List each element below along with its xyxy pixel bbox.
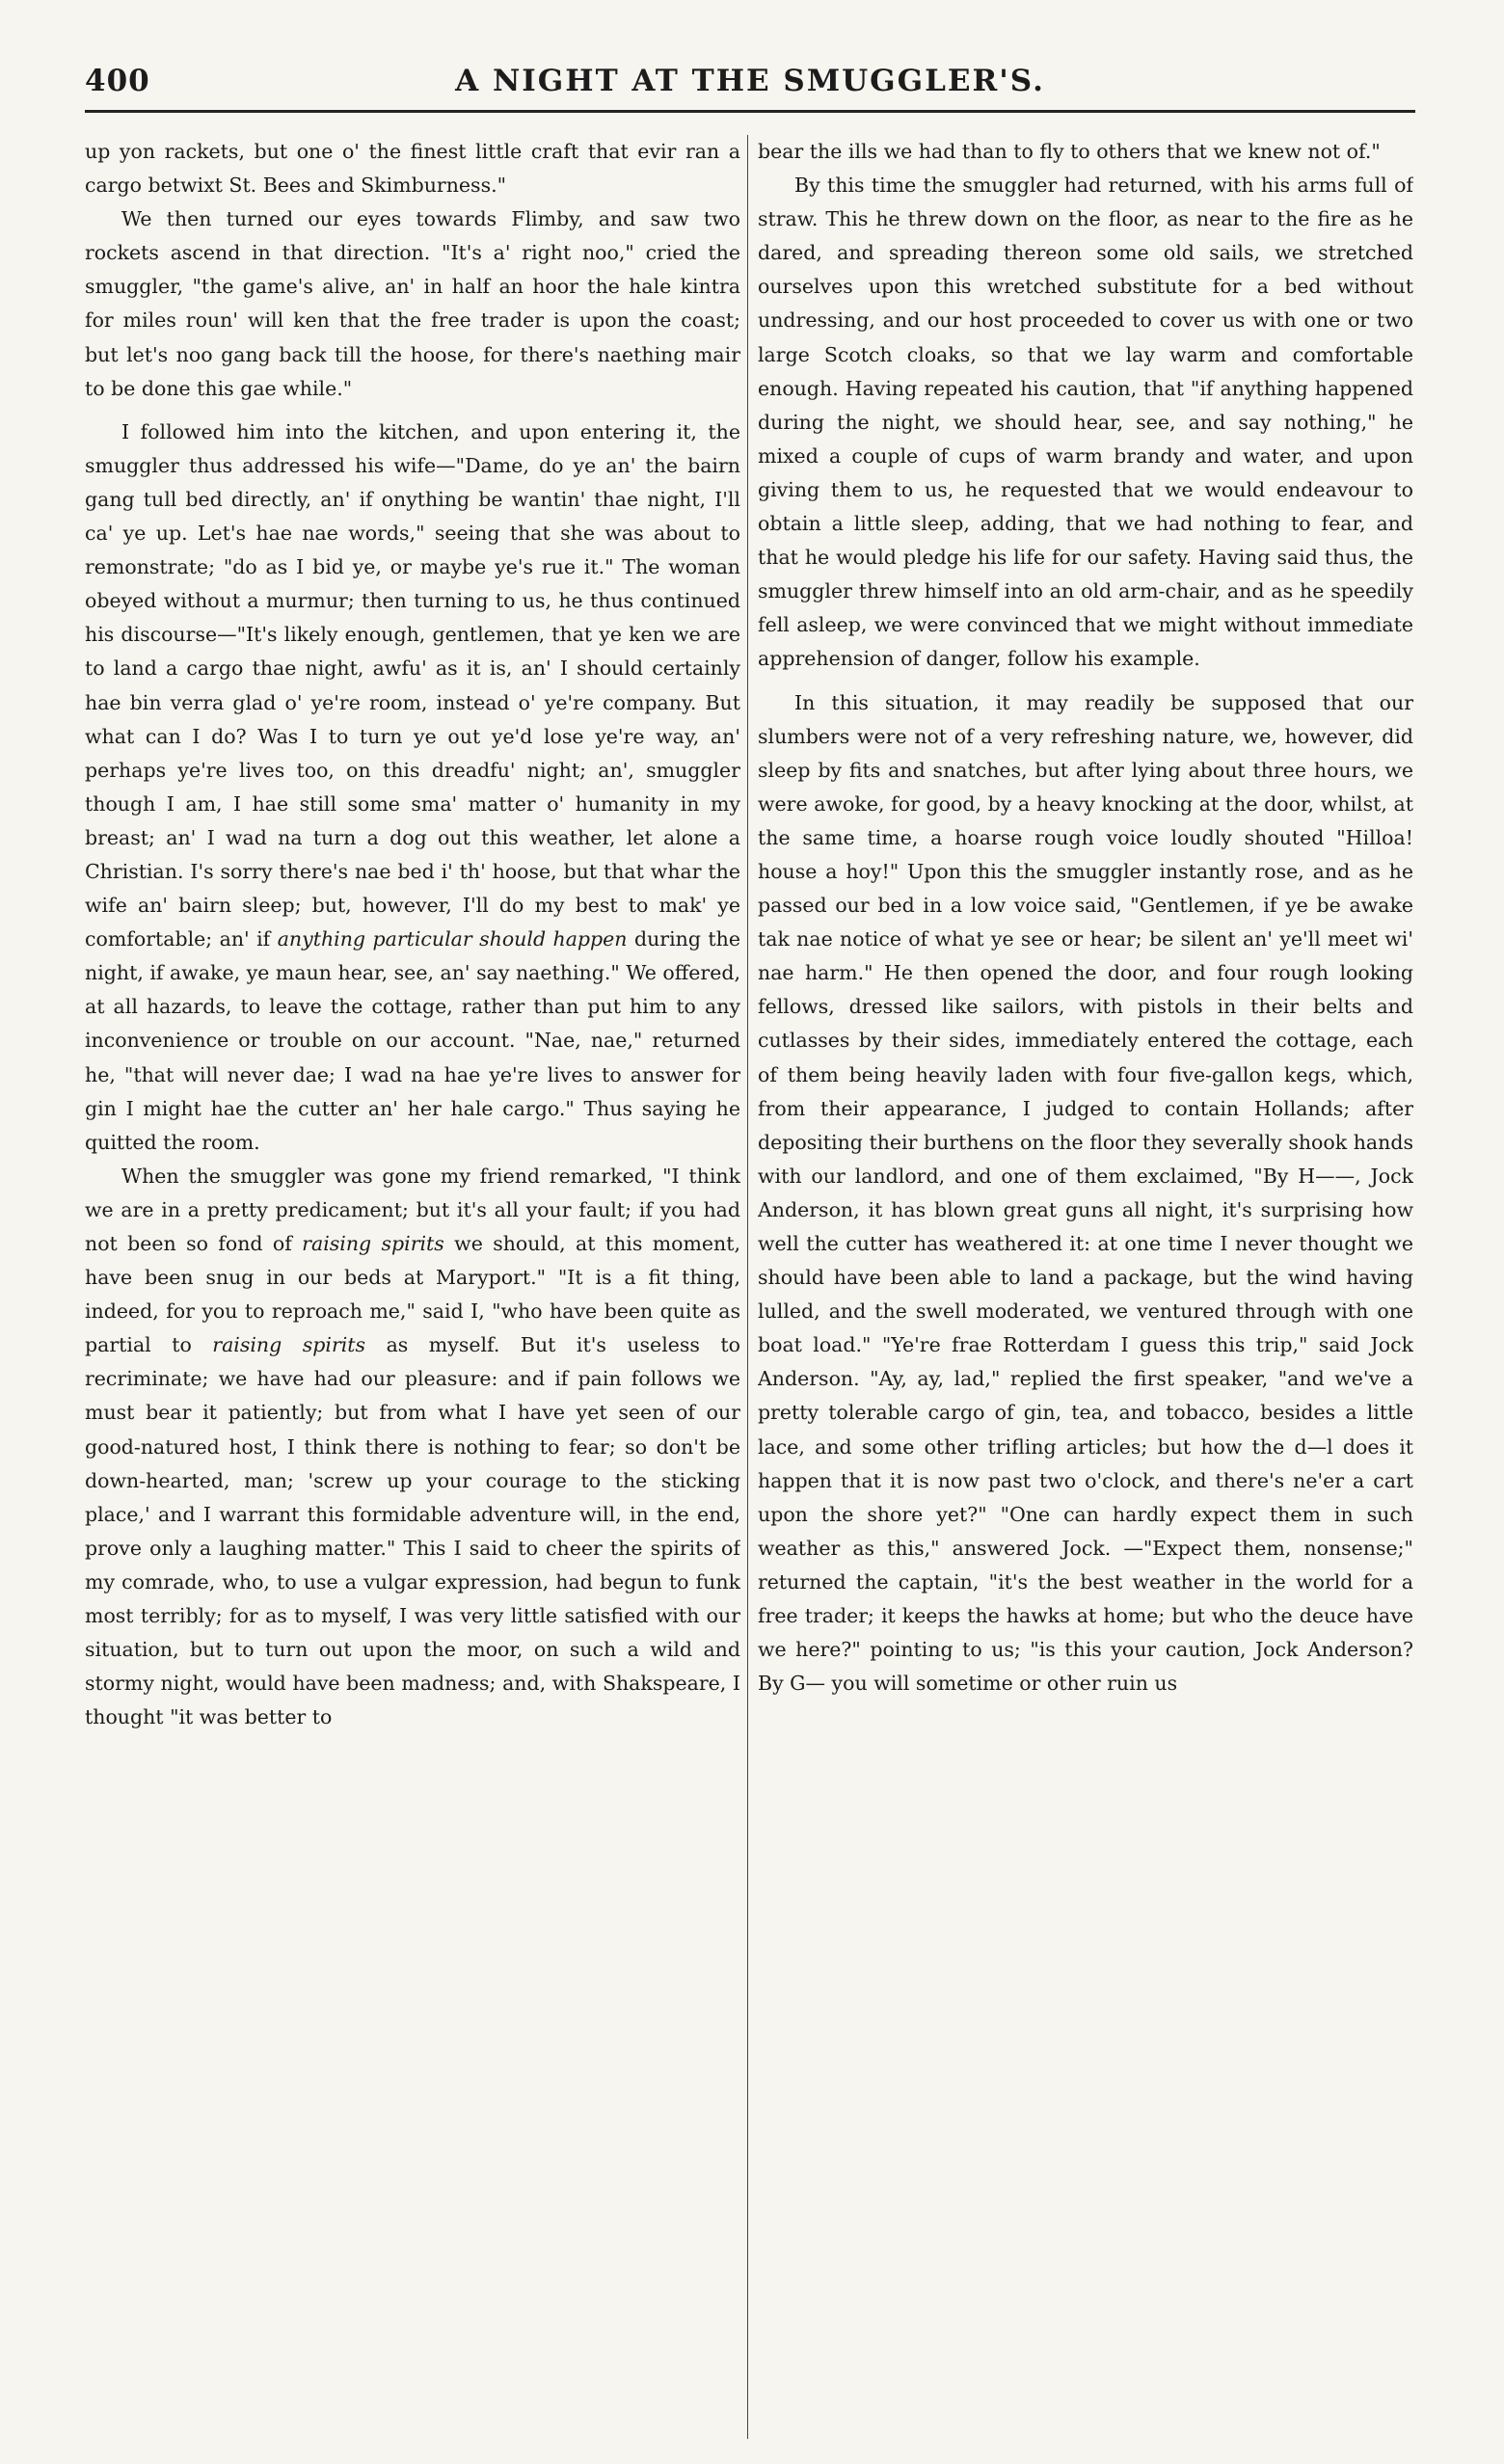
text-run: as myself. But it's useless to recriminate; we have had our pleasure: and if pain follows we must bear it patiently; but from what I have yet seen of our good-natured host, I think there is nothing to fear; so don't be down-hearted, man; 'screw up your courage to the sticking place,' and I warrant this formidable adventure will, in the end, prove only a laughing matter." This I said to cheer the spirits of my comrade, who, to use a vulgar expression, had begun to funk most terribly; for as to myself, I was very little satisfied with our situation, but to turn out upon the moor, on such a wild and stormy night, would have been madness; and, with Shakspeare, I thought "it was better to	[85, 1333, 740, 1729]
right-column	[758, 135, 1413, 2429]
left-column	[85, 135, 740, 2429]
text-run: we should, at this moment, have been snug in our beds at Maryport." "It is a fit thing, indeed, for you to reproach me," said I, "who have been quite as partial to	[85, 1232, 740, 1357]
running-title: A NIGHT AT THE SMUGGLER'S.	[455, 64, 1045, 98]
text-run: I followed him into the kitchen, and upon entering it, the smuggler thus addressed his wife—"Dame, do ye an' the bairn gang tull bed directly, an' if onything be wantin' thae night, I'll ca' ye up. Let's hae nae words," seeing that she was about to remonstrate; "do as I bid ye, or maybe ye's rue it." The woman obeyed without a murmur; then turning to us, he thus continued his discourse—"It's likely enough, gentlemen, that ye ken we are to land a cargo thae night, awfu' as it is, an' I should certainly hae bin verra glad o' ye're room, instead o' ye're company. But what can I do? Was I to turn ye out ye'd lose ye're way, an' perhaps ye're lives too, on this dreadfu' night; an', smuggler though I am, I hae still some sma' matter o' humanity in my breast; an' I wad na turn a dog out this weather, let alone a Christian. I's sorry there's nae bed i' th' hoose, but that whar the wife an' bairn sleep; but, however, I'll do my best to mak' ye comfortable; an' if	[85, 419, 740, 951]
paragraph: up yon rackets, but one o' the finest little craft that evir ran a cargo betwixt St. Bees and Skimburness."	[85, 140, 740, 198]
page-header	[85, 58, 1415, 113]
page-number: 400	[85, 64, 150, 98]
italic-text: anything particular should happen	[277, 927, 628, 951]
paragraph: We then turned our eyes towards Flimby, and saw two rockets ascend in that direction. "It's a' right noo," cried the smuggler, "the game's alive, an' in half an hoor the hale kintra for miles roun' will ken that the free trader is upon the coast; but let's noo gang back till the hoose, for there's naething mair to be done this gae while."	[85, 207, 740, 400]
paragraph	[85, 1160, 740, 1735]
column-divider	[747, 135, 748, 2439]
paragraph: In this situation, it may readily be supposed that our slumbers were not of a very refreshing nature, we, however, did sleep by fits and snatches, but after lying about three hours, we were awoke, for good, by a heavy knocking at the door, whilst, at the same time, a hoarse rough voice loudly shouted "Hilloa! house a hoy!" Upon this the smuggler instantly rose, and as he passed our bed in a low voice said, "Gentlemen, if ye be awake tak nae notice of what ye see or hear; be silent an' ye'll meet wi' nae harm." He then opened the door, and four rough looking fellows, dressed like sailors, with pistols in their belts and cutlasses by their sides, immediately entered the cottage, each of them being heavily laden with four five-gallon kegs, which, from their appearance, I judged to contain Hollands; after depositing their burthens on the floor they severally shook hands with our landlord, and one of them exclaimed, "By H——, Jock Anderson, it has blown great guns all night, it's surprising how well the cutter has weathered it: at one time I never thought we should have been able to land a package, but the wind having lulled, and the swell moderated, we ventured through with one boat load." "Ye're frae Rotterdam I guess this trip," said Jock Anderson. "Ay, ay, lad," replied the first speaker, "and we've a pretty tolerable cargo of gin, tea, and tobacco, besides a little lace, and some other trifling articles; but how the d—l does it happen that it is now past two o'clock, and there's ne'er a cart upon the shore yet?" "One can hardly expect them in such weather as this," answered Jock. —"Expect them, nonsense;" returned the captain, "it's the best weather in the world for a free trader; it keeps the hawks at home; but who the deuce have we here?" pointing to us; "is this your caution, Jock Anderson? By G— you will sometime or other ruin us	[758, 690, 1413, 1696]
paragraph: By this time the smuggler had returned, with his arms full of straw. This he threw down on the floor, as near to the fire as he dared, and spreading thereon some old sails, we stretched ourselves upon this wretched substitute for a bed without undressing, and our host proceeded to cover us with one or two large Scotch cloaks, so that we lay warm and comfortable enough. Having repeated his caution, that "if anything happened during the night, we should hear, see, and say nothing," he mixed a couple of cups of warm brandy and water, and upon giving them to us, he requested that we would endeavour to obtain a little sleep, adding, that we had nothing to fear, and that he would pledge his life for our safety. Having said thus, the smuggler threw himself into an old arm-chair, and as he speedily fell asleep, we were convinced that we might without immediate apprehension of danger, follow his example.	[758, 174, 1413, 671]
paragraph	[85, 415, 740, 1160]
paragraph: bear the ills we had than to fly to others that we knew not of."	[758, 140, 1381, 163]
text-run: When the smuggler was gone my friend remarked, "I think we are in a pretty predicament; but it's all your fault; if you had not been so fond of	[85, 1164, 740, 1255]
italic-text: raising spirits	[302, 1232, 444, 1255]
text-run: during the night, if awake, ye maun hear, see, an' say naething." We offered, at all hazards, to leave the cottage, rather than put him to any inconvenience or trouble on our account. "Nae, nae," returned he, "that will never dae; I wad na hae ye're lives to answer for gin I might hae the cutter an' her hale cargo." Thus saying he quitted the room.	[85, 927, 740, 1154]
italic-text: raising spirits	[212, 1333, 366, 1357]
